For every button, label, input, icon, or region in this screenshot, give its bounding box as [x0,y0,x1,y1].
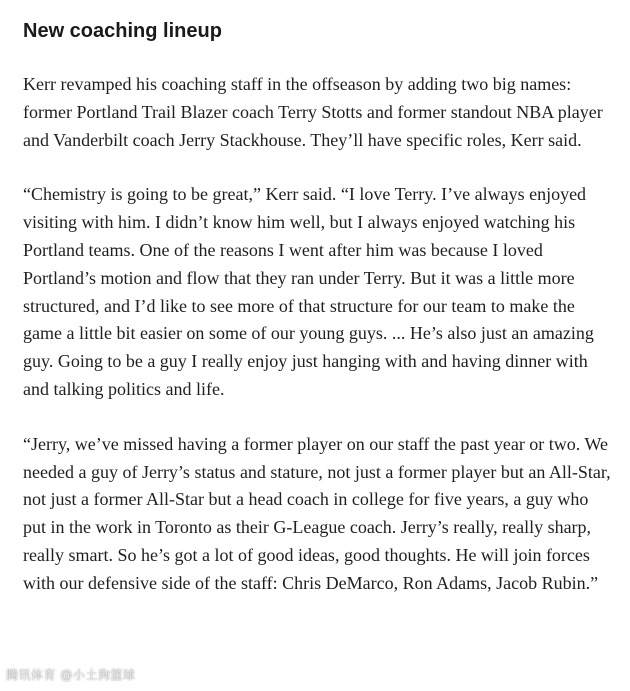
paragraph-intro: Kerr revamped his coaching staff in the offseason by adding two big names: former Portland Trail Blazer coach Terry Stotts and former standout NBA player and Vanderbilt coach Jerry Stackhouse. They’ll have specific roles, Kerr said. [23,74,603,150]
paragraph-quote-terry: “Chemistry is going to be great,” Kerr said. “I love Terry. I’ve always enjoyed visiting with him. I didn’t know him well, but I always enjoyed watching his Portland teams. One of the reasons I went after him was because I loved Portland’s motion and flow that they ran under Terry. But it was a little more structured, and I’d like to see more of that structure for our team to make the game a little bit easier on some of our young guys. ... He’s also just an amazing guy. Going to be a guy I really enjoy just hanging with and having dinner with and talking politics and life. [23,184,594,399]
article [23,14,613,625]
paragraph-quote-jerry: “Jerry, we’ve missed having a former player on our staff the past year or two. We needed a guy of Jerry’s status and stature, not just a former player but an All-Star, not just a former All-Star but a head coach in college for five years, a guy who put in the work in Toronto as their G-League coach. Jerry’s really, really sharp, really smart. So he’s got a lot of good ideas, good thoughts. He will join forces with our defensive side of the staff: Chris DeMarco, Ron Adams, Jacob Rubin.” [23,433,611,593]
section-heading: New coaching lineup [23,20,222,42]
watermark: 腾讯体育 @小土狗篮球 [6,668,136,682]
